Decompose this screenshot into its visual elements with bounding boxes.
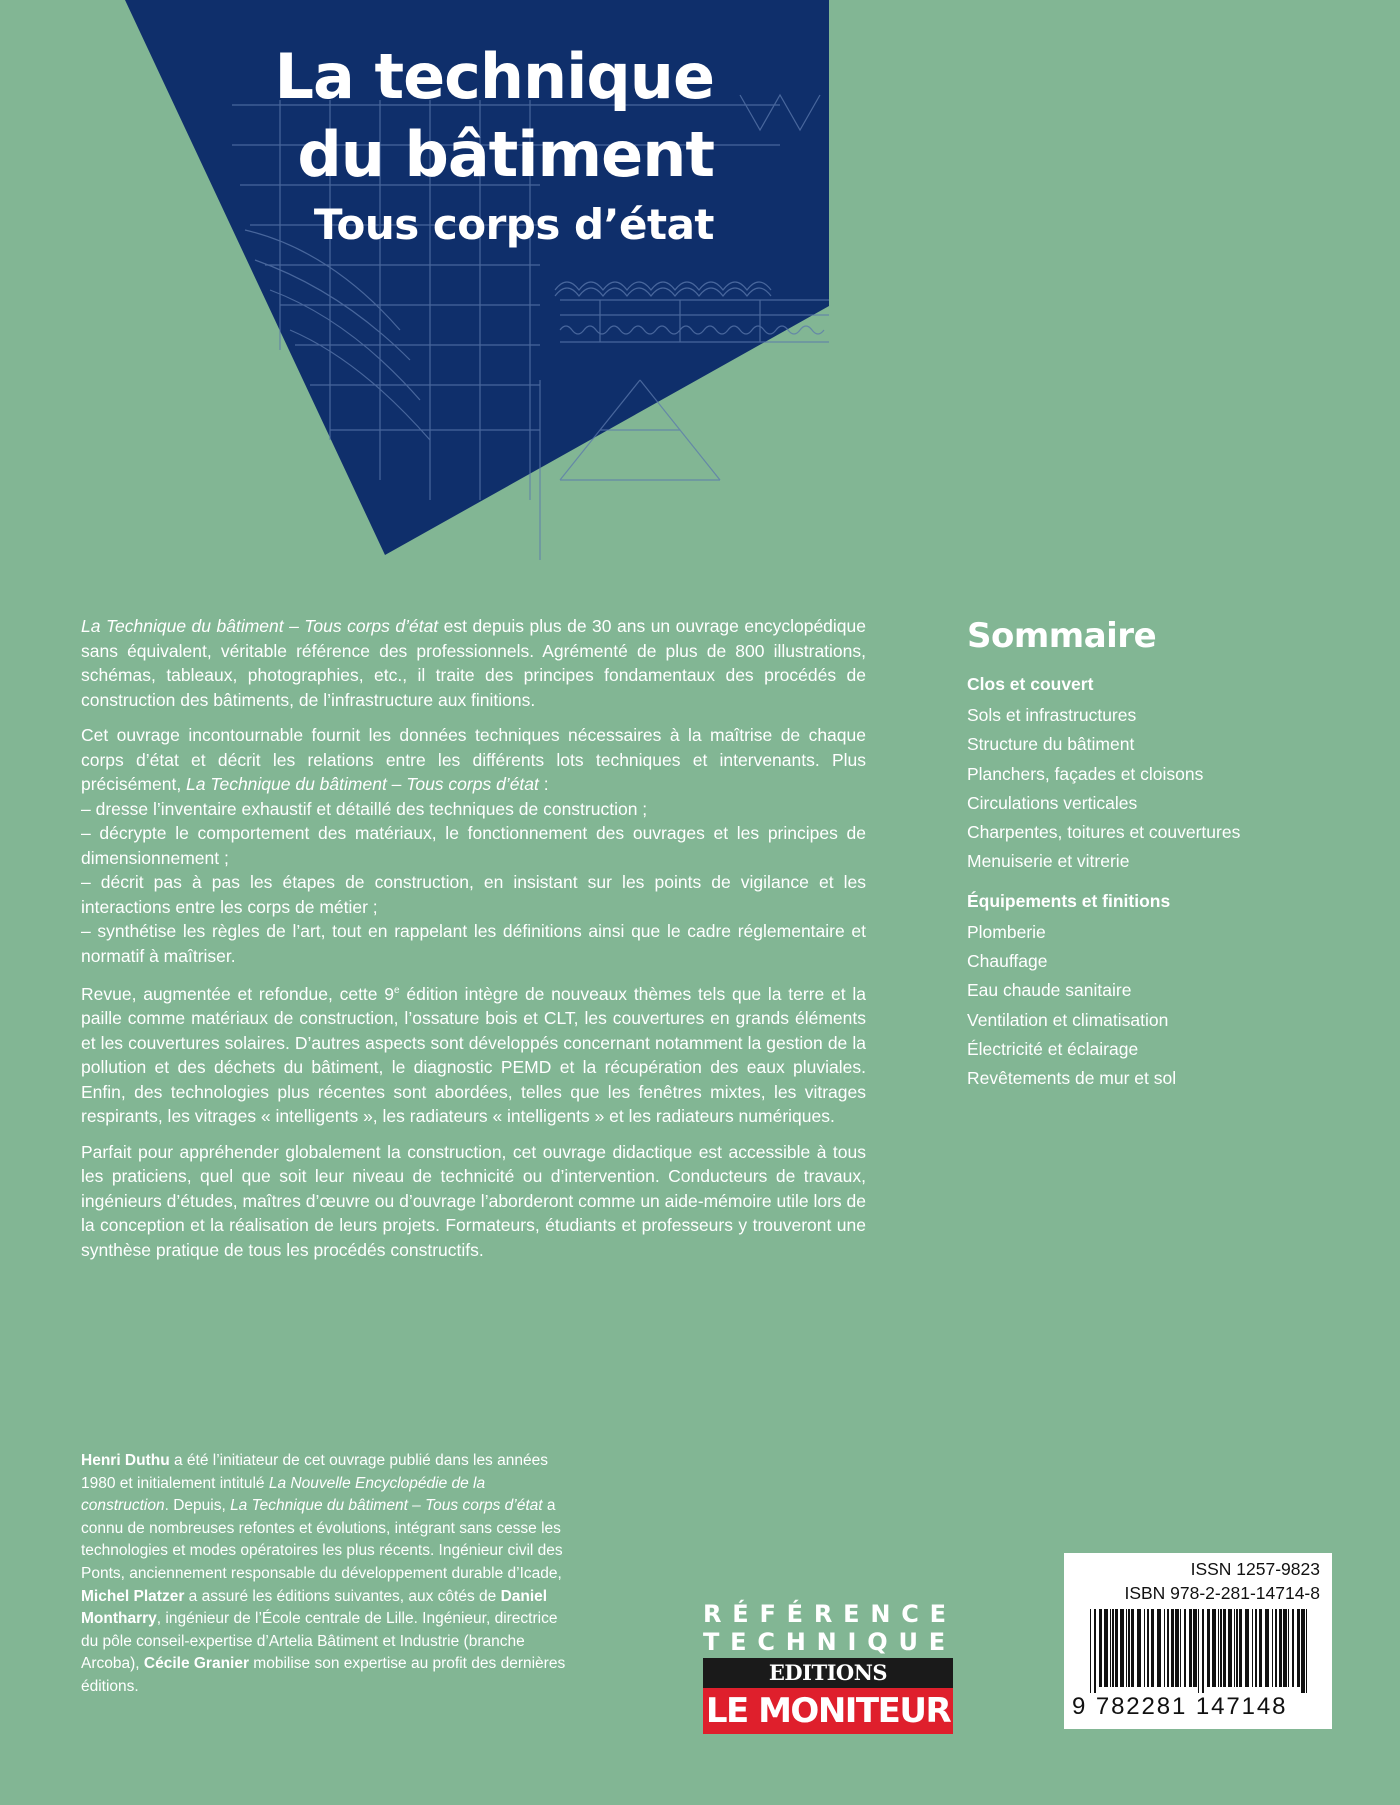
list-item: – dresse l’inventaire exhaustif et détaillé des techniques de construction ; (81, 798, 648, 819)
sommaire-item: Eau chaude sanitaire (967, 980, 1132, 1001)
barcode-bar (1239, 1609, 1242, 1687)
barcode-bar (1220, 1609, 1222, 1687)
barcode-bar (1184, 1609, 1186, 1687)
paragraph-text: Cet ouvrage incontournable fournit les données techniques nécessaires à la maîtrise de chaque corps d’état et décrit les relations entre les différents lots techniques et intervenants. Plus précisément, (81, 725, 866, 794)
barcode-bar (1265, 1609, 1269, 1687)
barcode-bar (1171, 1609, 1174, 1687)
barcode-bar (1147, 1609, 1149, 1687)
barcode-bar (1198, 1609, 1199, 1693)
barcode-bar (1275, 1609, 1277, 1687)
book-title-italic: La Technique du bâtiment – Tous corps d’état (81, 616, 439, 636)
barcode-bar (1306, 1609, 1307, 1693)
paragraph-text: : (538, 774, 549, 794)
barcode-bar (1252, 1609, 1253, 1687)
author-name: Henri Duthu (81, 1452, 170, 1469)
barcode-bar (1090, 1609, 1091, 1693)
bio-text: , ingénieur de l’École centrale de Lille. Ingénieur, directrice du pôle conseil-expertise d’Artelia Bâtiment et Industrie (branche Arcoba), (81, 1610, 558, 1673)
sommaire-item: Structure du bâtiment (967, 734, 1135, 755)
barcode-bar (1115, 1609, 1118, 1687)
paragraph-text: Revue, augmentée et refondue, cette 9 (81, 983, 395, 1004)
title-panel (0, 0, 1400, 580)
sommaire-item: Charpentes, toitures et couvertures (967, 822, 1241, 843)
description-paragraph-3 (81, 979, 866, 1129)
list-item: – décrypte le comportement des matériaux, le fonctionnement des ouvrages et les principes de dimensionnement ; (81, 823, 866, 868)
issn-text: ISSN 1257-9823 (1190, 1559, 1320, 1579)
barcode-bar (1283, 1609, 1287, 1687)
sommaire-item: Revêtements de mur et sol (967, 1068, 1177, 1089)
bio-text: a assuré les éditions suivantes, aux côtés de (184, 1587, 501, 1605)
barcode-bar (1279, 1609, 1282, 1687)
list-item: – synthétise les règles de l’art, tout en rappelant les définitions ainsi que le cadre réglementaire et normatif à maîtriser. (81, 921, 866, 966)
barcode-bar (1255, 1609, 1257, 1687)
bio-text: mobilise son expertise au profit des dernières éditions. (81, 1655, 566, 1695)
title-line-2: du bâtiment (297, 118, 714, 191)
barcode-bar (1288, 1609, 1289, 1687)
sommaire-item: Menuiserie et vitrerie (967, 851, 1130, 872)
bio-text: a été l’initiateur de cet ouvrage publié dans les années 1980 et initialement intitulé (81, 1452, 548, 1492)
barcode-bar (1207, 1609, 1210, 1687)
sommaire-item: Chauffage (967, 951, 1048, 972)
title-subtitle: Tous corps d’état (313, 200, 714, 249)
description-block (81, 614, 866, 1273)
barcode-bar (1193, 1609, 1197, 1687)
reference-technique-block (703, 1600, 957, 1734)
sommaire-section (967, 674, 1297, 877)
reference-line-2: TECHNIQUE (703, 1628, 956, 1656)
list-item: – décrit pas à pas les étapes de construction, en insistant sur les points de vigilance et les interactions entre les corps de métier ; (81, 872, 866, 917)
barcode-bar (1175, 1609, 1179, 1687)
paragraph-text: est depuis plus de 30 ans un ouvrage encyclopédique sans équivalent, véritable référence des professionnels. Agrémenté de plus de 800 illustrations, schémas, tableaux, photographies, etc., il traite des principes fondamentaux des procédés de construction des bâtiments, de l’infrastructure aux finitions. (81, 616, 866, 710)
sommaire-section-heading: Équipements et finitions (967, 890, 1171, 911)
publisher-logo-bottom: LE MONITEUR (705, 1691, 951, 1731)
barcode-bar (1131, 1609, 1134, 1687)
paragraph-text: édition intègre de nouveaux thèmes tels que la terre et la paille comme matériaux de construction, l’ossature bois et CLT, les couvertures en grands éléments et les couvertures solaires. D’autres aspects sont développés concernant notamment la gestion de la pollution et des déchets du bâtiment, le diagnostic PEMD et la récupération des eaux pluviales. Enfin, des technologies plus récentes sont abordées, telles que les fenêtres mixtes, les vitrages respirants, les vitrages « intelligents », les radiateurs « intelligents » et les radiateurs numériques. (81, 983, 867, 1127)
publisher-logo (703, 1658, 953, 1734)
barcode-bar (1094, 1609, 1096, 1693)
sommaire-item: Plomberie (967, 921, 1046, 942)
sommaire-section (967, 891, 1297, 1094)
title-line-1: La technique (274, 40, 714, 113)
barcode-bar (1144, 1609, 1145, 1687)
sommaire-item: Circulations verticales (967, 792, 1138, 813)
table-of-contents (967, 616, 1297, 1108)
sommaire-section-heading: Clos et couvert (967, 674, 1094, 694)
barcode-bar (1236, 1609, 1238, 1687)
sommaire-title: Sommaire (967, 616, 1157, 656)
barcode-bar (1180, 1609, 1181, 1687)
barcode-bar (1212, 1609, 1216, 1687)
book-title-italic: La Technique du bâtiment – Tous corps d’état (186, 774, 539, 794)
barcode-bar (1151, 1609, 1154, 1687)
barcode-bar (1234, 1609, 1235, 1687)
bio-italic: La Nouvelle Encyclopédie de la construction (81, 1474, 486, 1515)
barcode-graphic (1086, 1609, 1314, 1693)
sommaire-item: Électricité et éclairage (967, 1038, 1139, 1059)
sommaire-item: Planchers, façades et cloisons (967, 763, 1204, 784)
barcode-bar (1128, 1609, 1130, 1687)
barcode-bar (1137, 1609, 1141, 1687)
isbn-text: ISBN 978-2-281-14714-8 (1124, 1583, 1320, 1603)
sommaire-item: Ventilation et climatisation (967, 1009, 1169, 1030)
author-name: Michel Platzer (81, 1587, 185, 1605)
barcode-bar (1167, 1609, 1169, 1687)
barcode-bar (1120, 1609, 1124, 1687)
barcode-bar (1126, 1609, 1127, 1687)
barcode-bar (1223, 1609, 1226, 1687)
barcode-bar (1104, 1609, 1108, 1687)
barcode-box (1064, 1553, 1332, 1729)
barcode-number: 9 782281 147148 (1072, 1693, 1288, 1720)
barcode-bar (1202, 1609, 1204, 1693)
bio-italic: La Technique du bâtiment – Tous corps d’état (230, 1497, 543, 1515)
barcode-bar (1259, 1609, 1262, 1687)
bio-text: a connu de nombreuses refontes et évolutions, intégrant sans cesse les technologies et modes opératoires les plus récents. Ingénieur civil des Ponts, anciennement responsable du développement durable d’Icade, (81, 1497, 563, 1582)
barcode-bar (1245, 1609, 1249, 1687)
author-name: Daniel Montharry (81, 1587, 548, 1628)
barcode-bar (1157, 1609, 1161, 1687)
barcode-bar (1292, 1609, 1294, 1687)
barcode-bar (1099, 1609, 1102, 1687)
author-biography (81, 1450, 571, 1699)
barcode-bar (1112, 1609, 1114, 1687)
barcode-bar (1189, 1609, 1192, 1687)
barcode-bar (1301, 1609, 1305, 1693)
publisher-logo-top: EDITIONS (703, 1658, 953, 1688)
sommaire-item: Sols et infrastructures (967, 705, 1137, 725)
barcode-bar (1228, 1609, 1232, 1687)
bio-text: . Depuis, (164, 1497, 231, 1515)
barcode-bar (1110, 1609, 1111, 1687)
barcode-bar (1297, 1609, 1300, 1687)
description-paragraph-2 (81, 723, 866, 968)
description-paragraph-4: Parfait pour appréhender globalement la construction, cet ouvrage didactique est accessible à tous les praticiens, quel que soit leur niveau de technicité ou d’intervention. Conducteurs de travaux, ingénieurs d’études, maîtres d’œuvre ou d’ouvrage l’aborderont comme un aide-mémoire utile lors de la conception et la réalisation de leurs projets. Formateurs, étudiants et professeurs y trouveront une synthèse pratique de tous les procédés constructifs. (81, 1141, 866, 1260)
description-paragraph-1 (81, 614, 866, 712)
barcode-bar (1218, 1609, 1219, 1687)
barcode-bar (1272, 1609, 1273, 1687)
author-name: Cécile Granier (143, 1655, 249, 1673)
barcode-bar (1164, 1609, 1165, 1687)
reference-line-1: RÉFÉRENCE (703, 1600, 957, 1628)
superscript: e (394, 985, 400, 996)
